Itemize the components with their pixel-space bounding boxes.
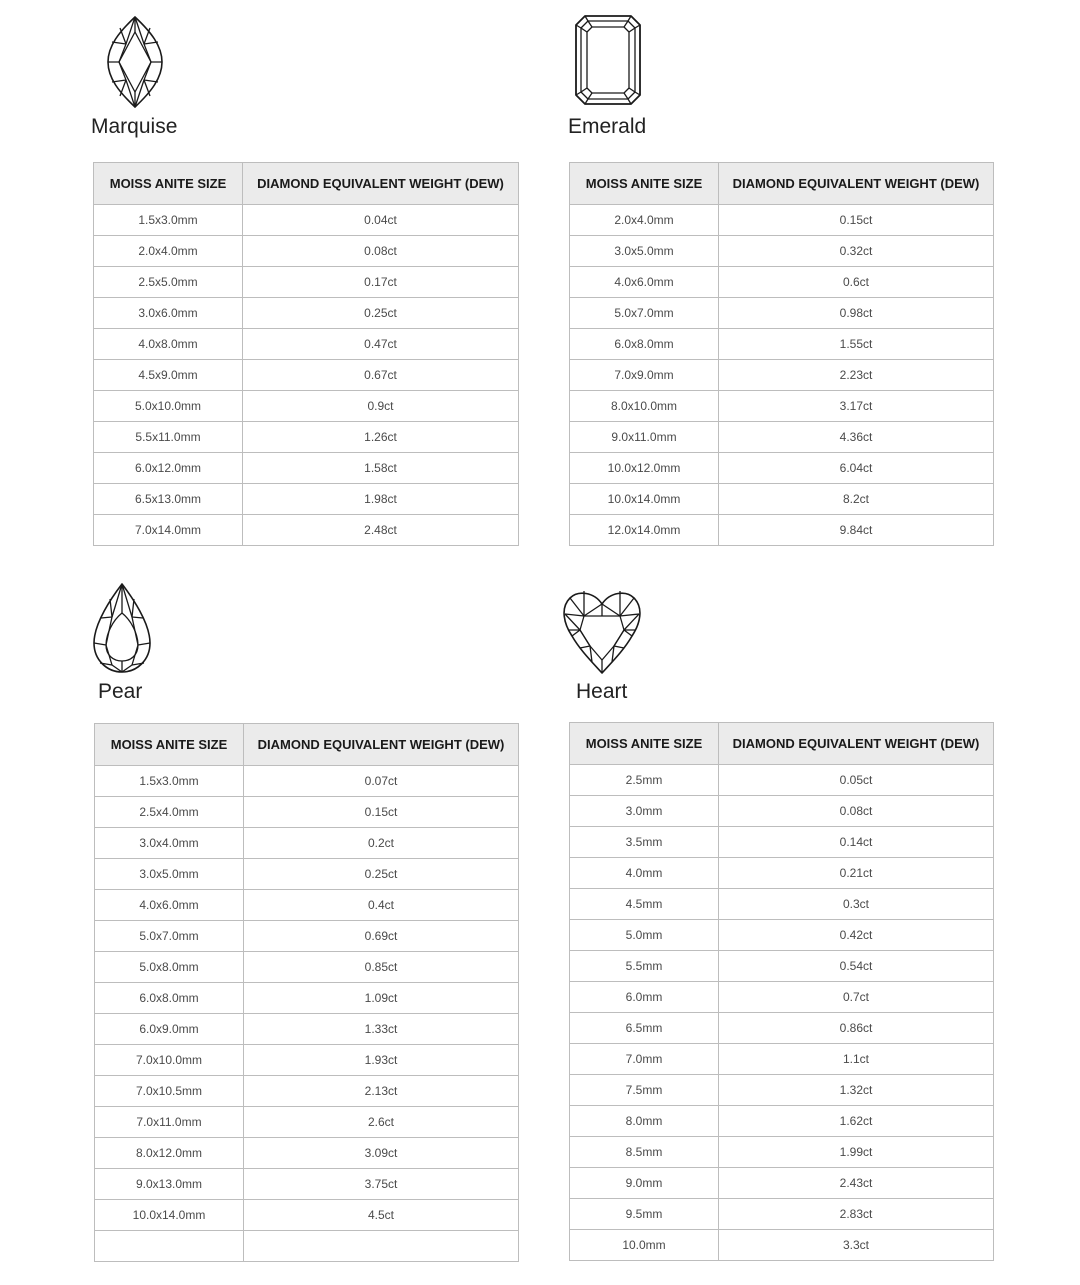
size-cell: 3.0x5.0mm bbox=[570, 236, 719, 267]
table-row bbox=[95, 921, 519, 952]
size-cell: 5.0x7.0mm bbox=[570, 298, 719, 329]
table-row bbox=[95, 828, 519, 859]
dew-cell: 2.48ct bbox=[243, 515, 519, 546]
size-cell: 9.0x13.0mm bbox=[95, 1169, 244, 1200]
column-header-dew: DIAMOND EQUIVALENT WEIGHT (DEW) bbox=[719, 163, 994, 205]
size-cell: 2.0x4.0mm bbox=[570, 205, 719, 236]
dew-cell: 0.86ct bbox=[719, 1013, 994, 1044]
table-row bbox=[570, 391, 994, 422]
table-row bbox=[570, 1168, 994, 1199]
table-header-row bbox=[94, 163, 519, 205]
column-header-size: MOISS ANITE SIZE bbox=[95, 724, 244, 766]
table-row bbox=[95, 766, 519, 797]
marquise-icon bbox=[106, 16, 164, 108]
size-cell: 6.0x8.0mm bbox=[570, 329, 719, 360]
size-cell: 7.0x11.0mm bbox=[95, 1107, 244, 1138]
table-row bbox=[570, 205, 994, 236]
dew-cell: 0.85ct bbox=[244, 952, 519, 983]
table-row bbox=[95, 1138, 519, 1169]
dew-cell: 1.26ct bbox=[243, 422, 519, 453]
size-cell: 7.0mm bbox=[570, 1044, 719, 1075]
dew-cell: 0.67ct bbox=[243, 360, 519, 391]
column-header-dew: DIAMOND EQUIVALENT WEIGHT (DEW) bbox=[243, 163, 519, 205]
table-row bbox=[570, 796, 994, 827]
pear-table-body bbox=[95, 766, 519, 1262]
size-cell: 4.5mm bbox=[570, 889, 719, 920]
dew-cell: 9.84ct bbox=[719, 515, 994, 546]
dew-cell: 0.14ct bbox=[719, 827, 994, 858]
dew-cell: 3.09ct bbox=[244, 1138, 519, 1169]
dew-cell: 2.13ct bbox=[244, 1076, 519, 1107]
table-row bbox=[94, 236, 519, 267]
dew-cell: 0.25ct bbox=[244, 859, 519, 890]
table-row bbox=[95, 1076, 519, 1107]
table-header-row bbox=[570, 163, 994, 205]
size-cell: 6.5mm bbox=[570, 1013, 719, 1044]
dew-cell: 8.2ct bbox=[719, 484, 994, 515]
dew-cell: 0.69ct bbox=[244, 921, 519, 952]
table-row bbox=[570, 515, 994, 546]
size-cell: 2.5x4.0mm bbox=[95, 797, 244, 828]
dew-cell: 0.9ct bbox=[243, 391, 519, 422]
size-cell: 3.0x5.0mm bbox=[95, 859, 244, 890]
emerald-icon bbox=[575, 15, 641, 105]
column-header-size: MOISS ANITE SIZE bbox=[570, 163, 719, 205]
table-row bbox=[570, 765, 994, 796]
table-row bbox=[95, 1014, 519, 1045]
dew-cell: 1.93ct bbox=[244, 1045, 519, 1076]
size-cell: 7.0x9.0mm bbox=[570, 360, 719, 391]
column-header-dew: DIAMOND EQUIVALENT WEIGHT (DEW) bbox=[719, 723, 994, 765]
table-row bbox=[570, 1199, 994, 1230]
table-row bbox=[94, 267, 519, 298]
size-cell: 4.5x9.0mm bbox=[94, 360, 243, 391]
table-row bbox=[570, 920, 994, 951]
table-row bbox=[570, 1044, 994, 1075]
shape-title-heart: Heart bbox=[576, 680, 628, 703]
size-cell: 1.5x3.0mm bbox=[94, 205, 243, 236]
table-row bbox=[570, 422, 994, 453]
size-cell: 8.0mm bbox=[570, 1106, 719, 1137]
dew-cell: 0.54ct bbox=[719, 951, 994, 982]
column-header-dew: DIAMOND EQUIVALENT WEIGHT (DEW) bbox=[244, 724, 519, 766]
table-row bbox=[570, 951, 994, 982]
table-row bbox=[570, 1106, 994, 1137]
size-cell: 5.0x7.0mm bbox=[95, 921, 244, 952]
table-row bbox=[570, 453, 994, 484]
heart-icon bbox=[562, 590, 642, 674]
table-row bbox=[570, 982, 994, 1013]
dew-cell: 1.1ct bbox=[719, 1044, 994, 1075]
table-row bbox=[570, 827, 994, 858]
size-cell: 10.0mm bbox=[570, 1230, 719, 1261]
table-row bbox=[95, 983, 519, 1014]
table-row bbox=[570, 360, 994, 391]
table-row bbox=[570, 1013, 994, 1044]
emerald-size-table bbox=[569, 162, 994, 546]
size-cell: 8.0x12.0mm bbox=[95, 1138, 244, 1169]
size-cell: 5.0x8.0mm bbox=[95, 952, 244, 983]
table-row bbox=[570, 329, 994, 360]
dew-cell: 0.7ct bbox=[719, 982, 994, 1013]
dew-cell: 0.08ct bbox=[719, 796, 994, 827]
dew-cell: 1.99ct bbox=[719, 1137, 994, 1168]
size-cell: 7.0x14.0mm bbox=[94, 515, 243, 546]
table-row bbox=[94, 329, 519, 360]
size-cell: 4.0x6.0mm bbox=[95, 890, 244, 921]
dew-cell: 3.17ct bbox=[719, 391, 994, 422]
pear-size-table bbox=[94, 723, 519, 1262]
size-cell: 6.0x9.0mm bbox=[95, 1014, 244, 1045]
size-cell: 12.0x14.0mm bbox=[570, 515, 719, 546]
dew-cell: 0.04ct bbox=[243, 205, 519, 236]
table-row bbox=[95, 859, 519, 890]
table-row bbox=[95, 1169, 519, 1200]
size-cell: 6.0x8.0mm bbox=[95, 983, 244, 1014]
table-row bbox=[570, 889, 994, 920]
marquise-size-table bbox=[93, 162, 519, 546]
heart-size-table bbox=[569, 722, 994, 1261]
size-cell: 3.5mm bbox=[570, 827, 719, 858]
size-cell: 6.0mm bbox=[570, 982, 719, 1013]
dew-cell: 1.32ct bbox=[719, 1075, 994, 1106]
dew-cell: 6.04ct bbox=[719, 453, 994, 484]
table-row bbox=[570, 236, 994, 267]
size-cell: 9.0mm bbox=[570, 1168, 719, 1199]
size-cell: 10.0x14.0mm bbox=[570, 484, 719, 515]
size-cell bbox=[95, 1231, 244, 1262]
size-cell: 1.5x3.0mm bbox=[95, 766, 244, 797]
size-cell: 7.5mm bbox=[570, 1075, 719, 1106]
dew-cell: 2.83ct bbox=[719, 1199, 994, 1230]
table-header-row bbox=[95, 724, 519, 766]
dew-cell bbox=[244, 1231, 519, 1262]
dew-cell: 0.15ct bbox=[244, 797, 519, 828]
table-row bbox=[95, 797, 519, 828]
size-cell: 2.0x4.0mm bbox=[94, 236, 243, 267]
table-row bbox=[570, 1137, 994, 1168]
dew-cell: 0.98ct bbox=[719, 298, 994, 329]
dew-cell: 0.21ct bbox=[719, 858, 994, 889]
dew-cell: 1.62ct bbox=[719, 1106, 994, 1137]
size-cell: 4.0x6.0mm bbox=[570, 267, 719, 298]
size-cell: 8.0x10.0mm bbox=[570, 391, 719, 422]
table-row bbox=[95, 1200, 519, 1231]
size-cell: 5.0mm bbox=[570, 920, 719, 951]
dew-cell: 0.05ct bbox=[719, 765, 994, 796]
dew-cell: 1.55ct bbox=[719, 329, 994, 360]
table-header-row bbox=[570, 723, 994, 765]
size-cell: 2.5x5.0mm bbox=[94, 267, 243, 298]
dew-cell: 4.36ct bbox=[719, 422, 994, 453]
dew-cell: 1.09ct bbox=[244, 983, 519, 1014]
table-row bbox=[570, 858, 994, 889]
dew-cell: 0.42ct bbox=[719, 920, 994, 951]
column-header-size: MOISS ANITE SIZE bbox=[570, 723, 719, 765]
table-row bbox=[570, 1230, 994, 1261]
size-cell: 5.0x10.0mm bbox=[94, 391, 243, 422]
pear-icon bbox=[92, 583, 152, 673]
dew-cell: 0.6ct bbox=[719, 267, 994, 298]
dew-cell: 0.07ct bbox=[244, 766, 519, 797]
dew-cell: 3.3ct bbox=[719, 1230, 994, 1261]
table-row bbox=[95, 1231, 519, 1262]
dew-cell: 0.25ct bbox=[243, 298, 519, 329]
size-cell: 3.0x4.0mm bbox=[95, 828, 244, 859]
emerald-table-body bbox=[570, 205, 994, 546]
dew-cell: 2.43ct bbox=[719, 1168, 994, 1199]
size-cell: 4.0mm bbox=[570, 858, 719, 889]
table-row bbox=[94, 298, 519, 329]
table-row bbox=[94, 391, 519, 422]
table-row bbox=[95, 1045, 519, 1076]
dew-cell: 2.6ct bbox=[244, 1107, 519, 1138]
size-cell: 2.5mm bbox=[570, 765, 719, 796]
table-row bbox=[95, 952, 519, 983]
table-row bbox=[94, 422, 519, 453]
table-row bbox=[570, 298, 994, 329]
dew-cell: 3.75ct bbox=[244, 1169, 519, 1200]
table-row bbox=[570, 267, 994, 298]
size-cell: 6.5x13.0mm bbox=[94, 484, 243, 515]
dew-cell: 0.4ct bbox=[244, 890, 519, 921]
size-cell: 9.0x11.0mm bbox=[570, 422, 719, 453]
dew-cell: 0.17ct bbox=[243, 267, 519, 298]
dew-cell: 0.32ct bbox=[719, 236, 994, 267]
heart-table-body bbox=[570, 765, 994, 1261]
table-row bbox=[95, 890, 519, 921]
size-cell: 3.0x6.0mm bbox=[94, 298, 243, 329]
dew-cell: 0.3ct bbox=[719, 889, 994, 920]
shape-title-pear: Pear bbox=[98, 680, 143, 703]
dew-cell: 1.33ct bbox=[244, 1014, 519, 1045]
table-row bbox=[570, 484, 994, 515]
size-cell: 7.0x10.0mm bbox=[95, 1045, 244, 1076]
size-cell: 10.0x14.0mm bbox=[95, 1200, 244, 1231]
shape-title-emerald: Emerald bbox=[568, 115, 647, 138]
size-cell: 4.0x8.0mm bbox=[94, 329, 243, 360]
size-cell: 7.0x10.5mm bbox=[95, 1076, 244, 1107]
dew-cell: 0.08ct bbox=[243, 236, 519, 267]
shape-title-marquise: Marquise bbox=[91, 115, 178, 138]
dew-cell: 4.5ct bbox=[244, 1200, 519, 1231]
size-cell: 9.5mm bbox=[570, 1199, 719, 1230]
table-row bbox=[570, 1075, 994, 1106]
table-row bbox=[95, 1107, 519, 1138]
size-cell: 10.0x12.0mm bbox=[570, 453, 719, 484]
marquise-table-body bbox=[94, 205, 519, 546]
column-header-size: MOISS ANITE SIZE bbox=[94, 163, 243, 205]
table-row bbox=[94, 453, 519, 484]
size-cell: 3.0mm bbox=[570, 796, 719, 827]
table-row bbox=[94, 205, 519, 236]
size-cell: 8.5mm bbox=[570, 1137, 719, 1168]
table-row bbox=[94, 515, 519, 546]
table-row bbox=[94, 484, 519, 515]
dew-cell: 0.47ct bbox=[243, 329, 519, 360]
size-cell: 5.5x11.0mm bbox=[94, 422, 243, 453]
dew-cell: 1.58ct bbox=[243, 453, 519, 484]
dew-cell: 2.23ct bbox=[719, 360, 994, 391]
dew-cell: 0.2ct bbox=[244, 828, 519, 859]
dew-cell: 0.15ct bbox=[719, 205, 994, 236]
table-row bbox=[94, 360, 519, 391]
dew-cell: 1.98ct bbox=[243, 484, 519, 515]
size-cell: 6.0x12.0mm bbox=[94, 453, 243, 484]
size-cell: 5.5mm bbox=[570, 951, 719, 982]
